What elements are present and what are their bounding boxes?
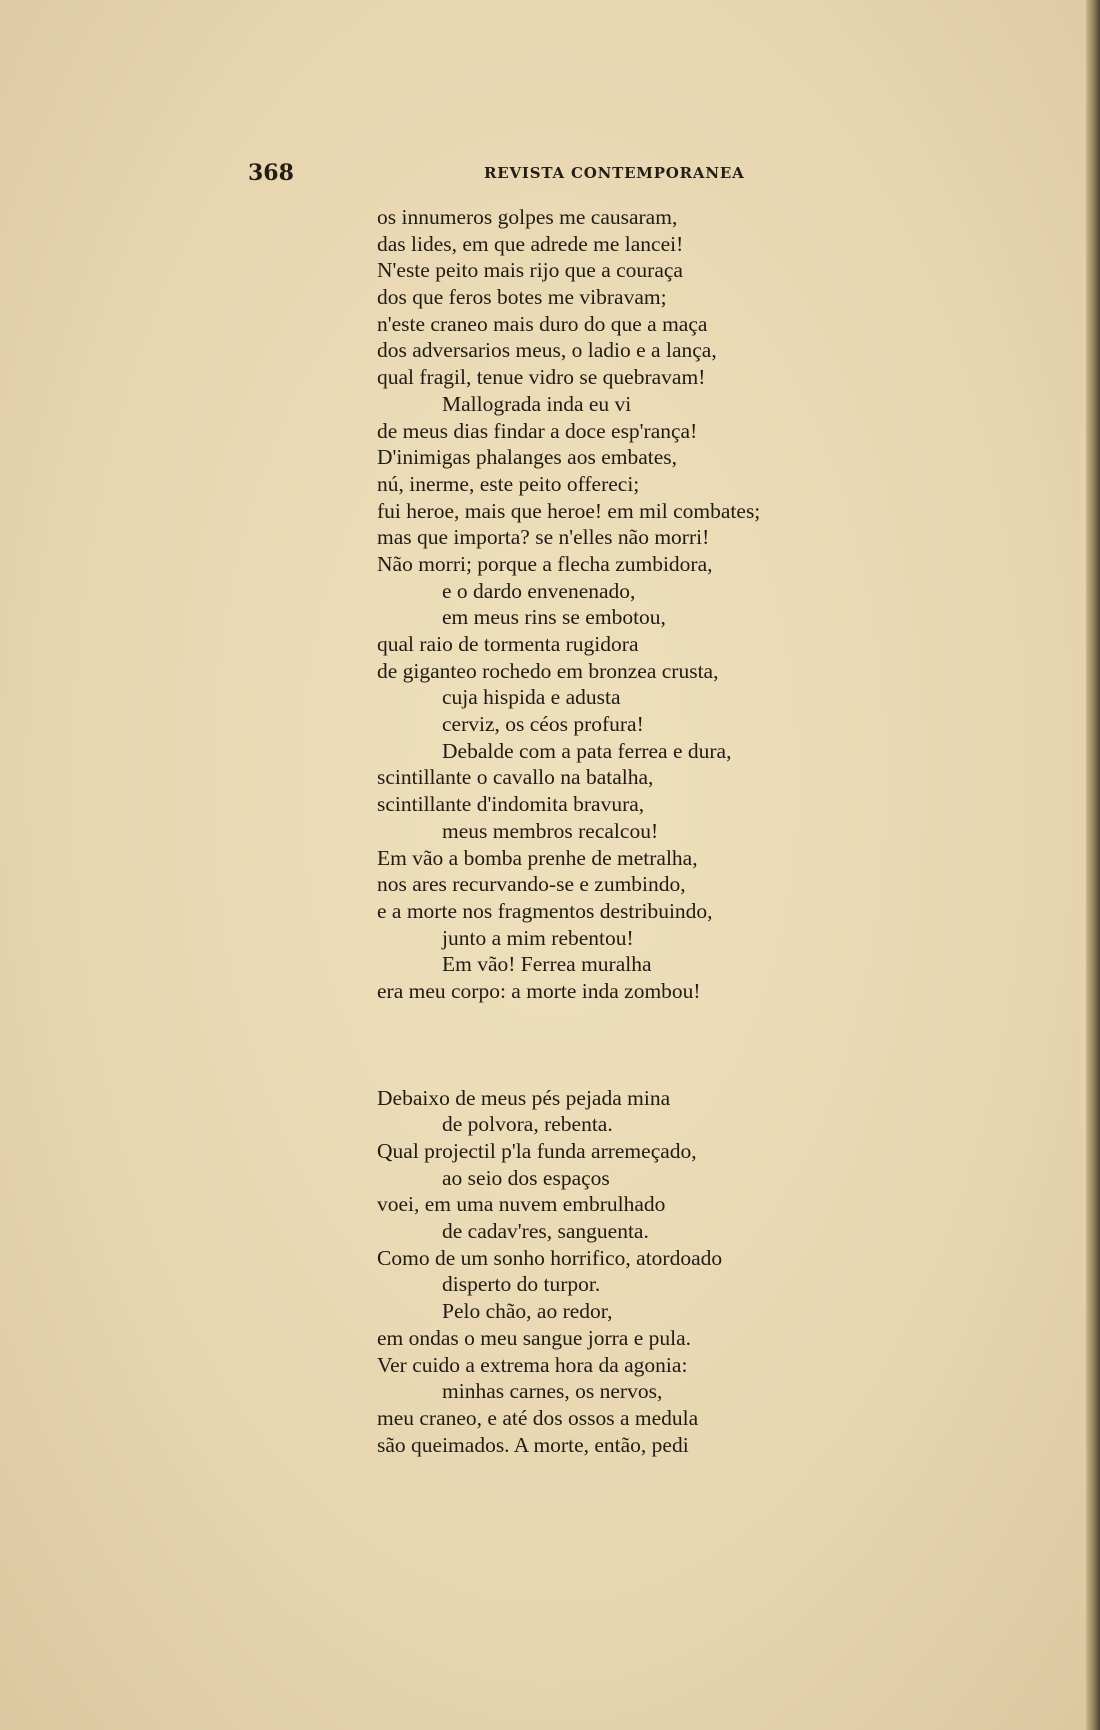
- stanza-break: [377, 1005, 837, 1085]
- verse-line: de meus dias findar a doce esp'rança!: [377, 418, 698, 443]
- verse-line: Mallograda inda eu vi: [442, 391, 632, 416]
- verse-line: e a morte nos fragmentos destribuindo,: [377, 898, 713, 923]
- verse-line: qual raio de tormenta rugidora: [377, 632, 639, 656]
- verse-line: cerviz, os céos profura!: [442, 712, 644, 737]
- verse-line: cuja hispida e adusta: [442, 685, 621, 710]
- verse-line: N'este peito mais rijo que a couraça: [377, 258, 683, 283]
- verse-line: Em vão! Ferrea muralha: [442, 952, 652, 977]
- verse-line: Qual projectil p'la funda arremeçado,: [377, 1139, 697, 1163]
- verse-line: das lides, em que adrede me lancei!: [377, 231, 684, 256]
- verse-line: de cadav'res, sanguenta.: [442, 1219, 649, 1244]
- stanza: [377, 1085, 837, 1459]
- verse-line: ao seio dos espaços: [442, 1165, 610, 1190]
- verse-line: disperto do turpor.: [442, 1272, 601, 1297]
- verse-line: fui heroe, mais que heroe! em mil combates;: [377, 498, 761, 523]
- verse-line: Debalde com a pata ferrea e dura,: [442, 738, 732, 763]
- verse-line: em ondas o meu sangue jorra e pula.: [377, 1325, 692, 1350]
- poem-body: [377, 204, 837, 1458]
- verse-line: e o dardo envenenado,: [442, 578, 636, 603]
- verse-line: são queimados. A morte, então, pedi: [377, 1432, 689, 1457]
- verse-line: voei, em uma nuvem embrulhado: [377, 1192, 666, 1217]
- verse-line: junto a mim rebentou!: [442, 925, 634, 950]
- verse-line: dos que feros botes me vibravam;: [377, 285, 667, 310]
- verse-line: meu craneo, e até dos ossos a medula: [377, 1405, 699, 1430]
- verse-line: D'inimigas phalanges aos embates,: [377, 445, 678, 470]
- verse-line: em meus rins se embotou,: [442, 605, 666, 630]
- verse-line: minhas carnes, os nervos,: [442, 1379, 663, 1404]
- verse-line: de giganteo rochedo em bronzea crusta,: [377, 658, 719, 683]
- verse-line: Pelo chão, ao redor,: [442, 1299, 613, 1324]
- stanza: [377, 204, 837, 1005]
- verse-line: dos adversarios meus, o ladio e a lança,: [377, 338, 717, 363]
- page-header: [248, 160, 745, 190]
- verse-line: Em vão a bomba prenhe de metralha,: [377, 845, 698, 870]
- verse-line: qual fragil, tenue vidro se quebravam!: [377, 365, 706, 390]
- verse-line: Debaixo de meus pés pejada mina: [377, 1085, 671, 1110]
- page-number: 368: [248, 160, 294, 186]
- verse-line: mas que importa? se n'elles não morri!: [377, 525, 710, 550]
- verse-line: scintillante d'indomita bravura,: [377, 792, 645, 817]
- verse-line: n'este craneo mais duro do que a maça: [377, 311, 708, 336]
- page-gutter-shadow: [1086, 0, 1100, 1730]
- verse-line: os innumeros golpes me causaram,: [377, 205, 678, 229]
- verse-line: Ver cuido a extrema hora da agonia:: [377, 1352, 688, 1377]
- verse-line: Não morri; porque a flecha zumbidora,: [377, 551, 713, 576]
- verse-line: era meu corpo: a morte inda zombou!: [377, 978, 701, 1003]
- verse-line: Como de um sonho horrifico, atordoado: [377, 1245, 723, 1270]
- running-title: REVISTA CONTEMPORANEA: [484, 164, 745, 182]
- verse-line: meus membros recalcou!: [442, 818, 659, 843]
- verse-line: scintillante o cavallo na batalha,: [377, 765, 654, 790]
- verse-line: nú, inerme, este peito offereci;: [377, 471, 640, 496]
- verse-line: de polvora, rebenta.: [442, 1112, 613, 1137]
- verse-line: nos ares recurvando-se e zumbindo,: [377, 872, 686, 897]
